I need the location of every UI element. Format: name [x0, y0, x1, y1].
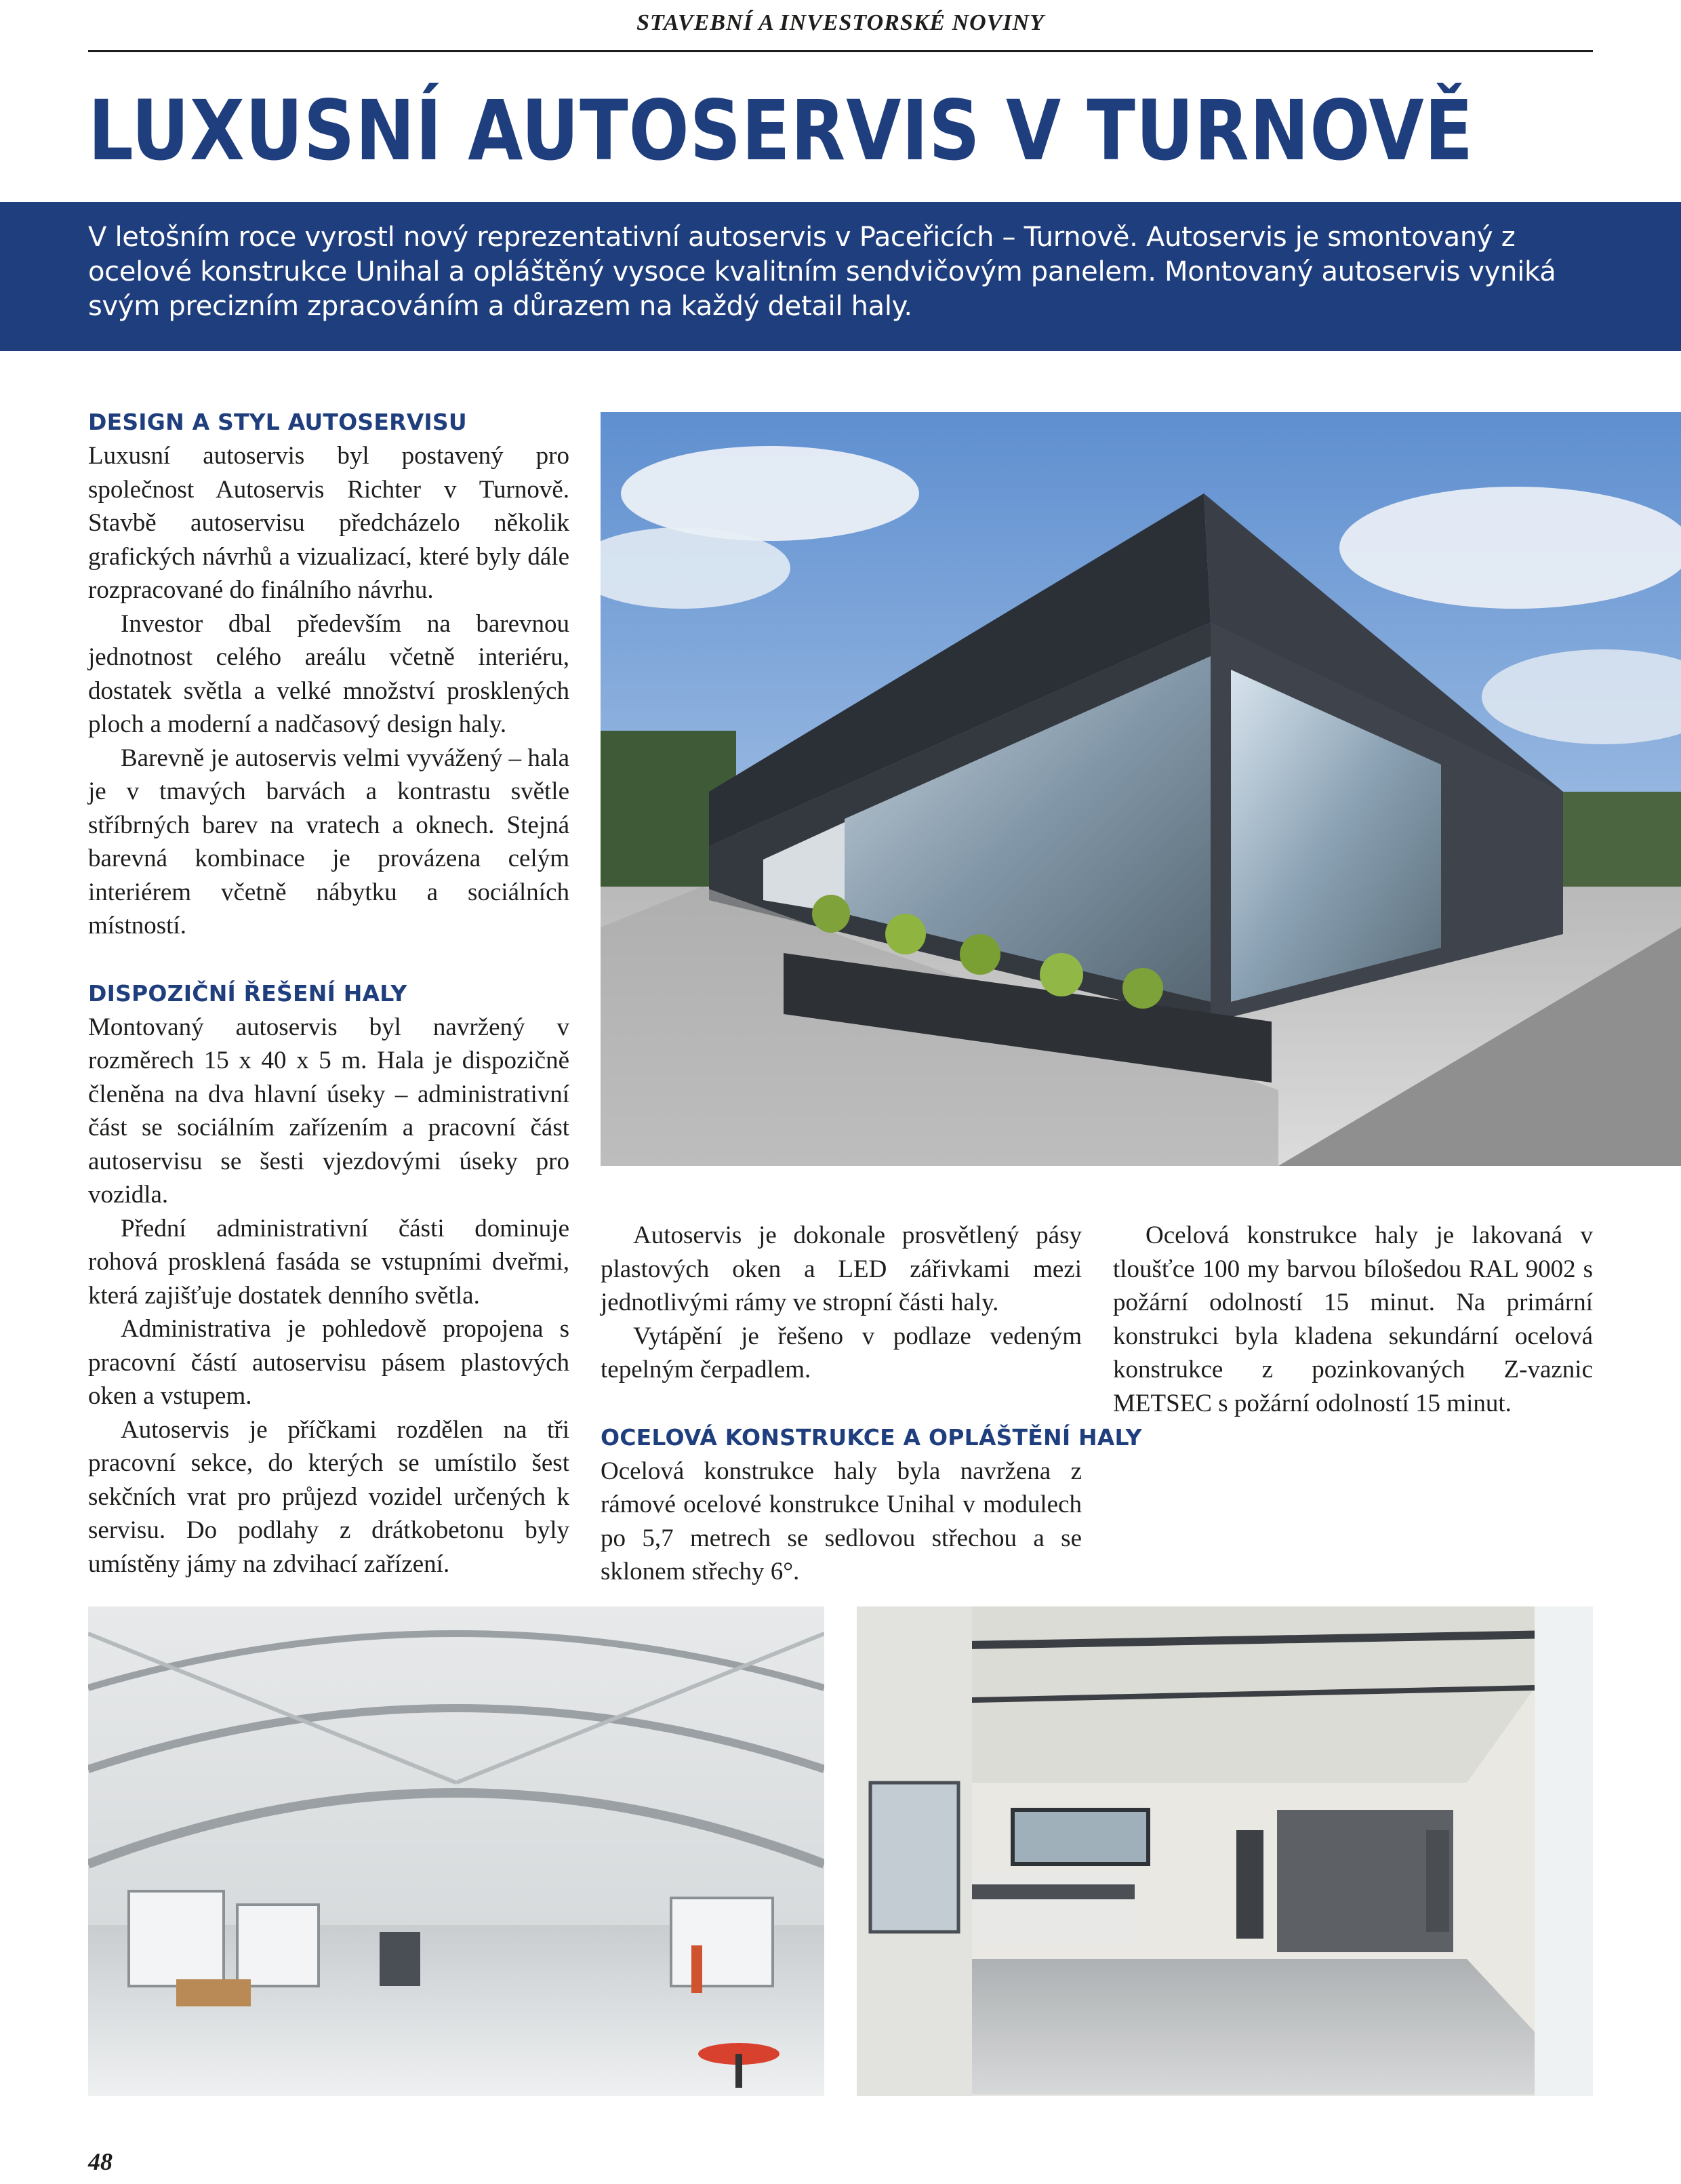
- paragraph: Autoservis je dokonale prosvětlený pásy plastových oken a LED zářivkami mezi jednotlivými rámy ve stropní části haly.: [601, 1221, 1082, 1316]
- photo-exterior-graphic: [601, 412, 1681, 1166]
- section-heading-layout: DISPOZIČNÍ ŘEŠENÍ HALY: [88, 979, 407, 1007]
- paragraph: Luxusní autoservis byl postavený pro společnost Autoservis Richter v Turnově. Stavbě autoservisu předcházelo několik grafických návrhů a vizualizací, které byly dále rozpracované do finálního návrhu.: [88, 442, 569, 604]
- section-heading-design: DESIGN A STYL AUTOSERVISU: [88, 409, 467, 435]
- paragraph: Ocelová konstrukce haly byla navržena z rámové ocelové konstrukce Unihal v modulech po 5,7 metrech se sedlovou střechou a se sklonem střechy 6°.: [601, 1457, 1082, 1585]
- photo-interior-office: [857, 1606, 1593, 2096]
- text-column-3: [1113, 1219, 1593, 1420]
- paragraph: Montovaný autoservis byl navržený v rozměrech 15 x 40 x 5 m. Hala je dispozičně členěna na dva hlavní úseky – administrativní část se sociálním zařízením a pracovní část autoservisu se šesti vjezdovými úseky pro vozidla.: [88, 1013, 569, 1209]
- photo-interior-hall-graphic: [88, 1606, 824, 2096]
- paragraph: Investor dbal především na barevnou jednotnost celého areálu včetně interiéru, dostatek světla a velké množství prosklených ploch a moderní a nadčasový design haly.: [88, 609, 569, 738]
- text-column-1: [88, 405, 569, 1581]
- paragraph: Přední administrativní části dominuje rohová prosklená fasáda se vstupními dveřmi, která zajišťuje dostatek denního světla.: [88, 1214, 569, 1310]
- text-column-2: [601, 1219, 1142, 1589]
- paragraph: Barevně je autoservis velmi vyvážený – hala je v tmavých barvách a kontrastu světle stříbrných barev na vratech a oknech. Stejná barevná kombinace je provázena celým interiérem včetně nábytku a sociálních místností.: [88, 744, 569, 939]
- paragraph: Ocelová konstrukce haly je lakovaná v tloušťce 100 my barvou bílošedou RAL 9002 s požární odolností 15 minut. Na primární konstrukci byla kladena sekundární ocelová konstrukce z pozinkovaných Z-vaznic METSEC s požární odolností 15 minut.: [1113, 1221, 1593, 1417]
- article-lead: V letošním roce vyrostl nový reprezentativní autoservis v Paceřicích – Turnově. Autoservis je smontovaný z ocelové konstrukce Unihal a opláštěný vysoce kvalitním sendvičovým panelem. Montovaný autoservis vyniká svým precizním zpracováním a důrazem na každý detail haly.: [88, 222, 1556, 322]
- publication-header: STAVEBNÍ A INVESTORSKÉ NOVINY: [636, 10, 1045, 35]
- photo-exterior: [601, 412, 1681, 1166]
- photo-interior-hall: [88, 1606, 824, 2096]
- header-divider: [88, 50, 1593, 52]
- paragraph: Vytápění je řešeno v podlaze vedeným tepelným čerpadlem.: [601, 1322, 1082, 1383]
- article-title: LUXUSNÍ AUTOSERVIS V TURNOVĚ: [88, 83, 1474, 179]
- page-number: 48: [88, 2148, 113, 2175]
- photo-interior-office-graphic: [857, 1606, 1593, 2096]
- paragraph: Administrativa je pohledově propojena s pracovní částí autoservisu pásem plastových oken a vstupem.: [88, 1315, 569, 1410]
- section-heading-construction: OCELOVÁ KONSTRUKCE A OPLÁŠTĚNÍ HALY: [601, 1423, 1142, 1451]
- paragraph: Autoservis je příčkami rozdělen na tři pracovní sekce, do kterých se umístilo šest sekčních vrat pro průjezd vozidel určených k servisu. Do podlahy z drátkobetonu byly umístěny jámy na zdvihací zařízení.: [88, 1415, 569, 1578]
